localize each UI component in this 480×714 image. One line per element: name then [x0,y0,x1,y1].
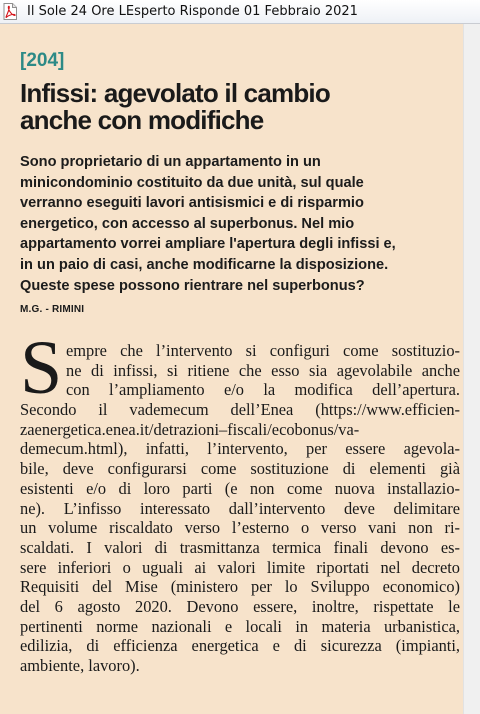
question-line: minicondominio costituito da due unità, sul quale [20,174,364,191]
document-page [0,24,463,714]
question-author: M.G. - RIMINI [20,304,85,315]
question-line: Queste spese possono rientrare nel superbonus? [20,277,365,294]
article-number: [204] [20,50,65,71]
question-line: appartamento vorrei ampliare l'apertura degli infissi e, [20,236,396,253]
answer-line: zaenergetica.enea.it/detrazioni–fiscali/ecobonus/va- [20,419,360,439]
vertical-scrollbar[interactable] [463,24,480,714]
window-titlebar [0,0,480,24]
answer-line: bile, deve configurarsi come sostituzione di elementi già [20,459,460,479]
answer-line: un volume riscaldato verso l’esterno o verso vani non ri- [20,518,460,538]
headline-line: Infissi: agevolato il cambio [20,78,330,108]
pdf-document-icon [3,3,17,20]
answer-line: pertinenti norme nazionali e locali in materia urbanistica, [20,616,460,636]
answer-line: ambiente, lavoro). [20,656,140,675]
question-line: energetico, con accesso al superbonus. Nel mio [20,215,355,232]
question-line: in un paio di casi, anche modificarne la disposizione. [20,256,389,273]
answer-line: Requisiti del Mise (ministero per lo Sviluppo economico) [20,577,460,597]
answer-line: edilizia, di efficienza energetica e di sicurezza (impianti, [20,636,460,656]
answer-line: scaldati. I valori di trasmittanza termica finali devono es- [20,537,460,557]
headline-line: anche con modifiche [20,105,264,135]
answer-line: del 6 agosto 2020. Devono essere, inoltre, rispettate le [20,596,460,616]
answer-line: con l’ampliamento e/o la modifica dell’apertura. [66,380,460,400]
window-title: Il Sole 24 Ore LEsperto Risponde 01 Febbraio 2021 [27,4,358,19]
answer-line: Secondo il vademecum dell’Enea (https://www.efficien- [20,400,460,420]
reader-question [20,152,460,296]
expert-answer [20,341,460,676]
article-headline [20,80,460,134]
drop-cap-letter: S [20,326,63,410]
answer-line: sere inferiori o uguali ai valori limite riportati nel decreto [20,557,460,577]
question-line: verranno eseguiti lavori antisismici e di risparmio [20,195,364,212]
answer-line: empre che l’intervento si configuri come sostituzio- [66,341,460,360]
answer-line: ne di infissi, si ritiene che esso sia agevolabile anche [66,360,460,380]
answer-line: demecum.html), infatti, l’intervento, per essere agevola- [20,439,460,459]
answer-line: ne). L’infisso interessato dall’intervento deve delimitare [20,498,460,518]
question-line: Sono proprietario di un appartamento in un [20,154,321,170]
answer-line: esistenti e/o di loro parti (e non come nuova installazio- [20,478,460,498]
